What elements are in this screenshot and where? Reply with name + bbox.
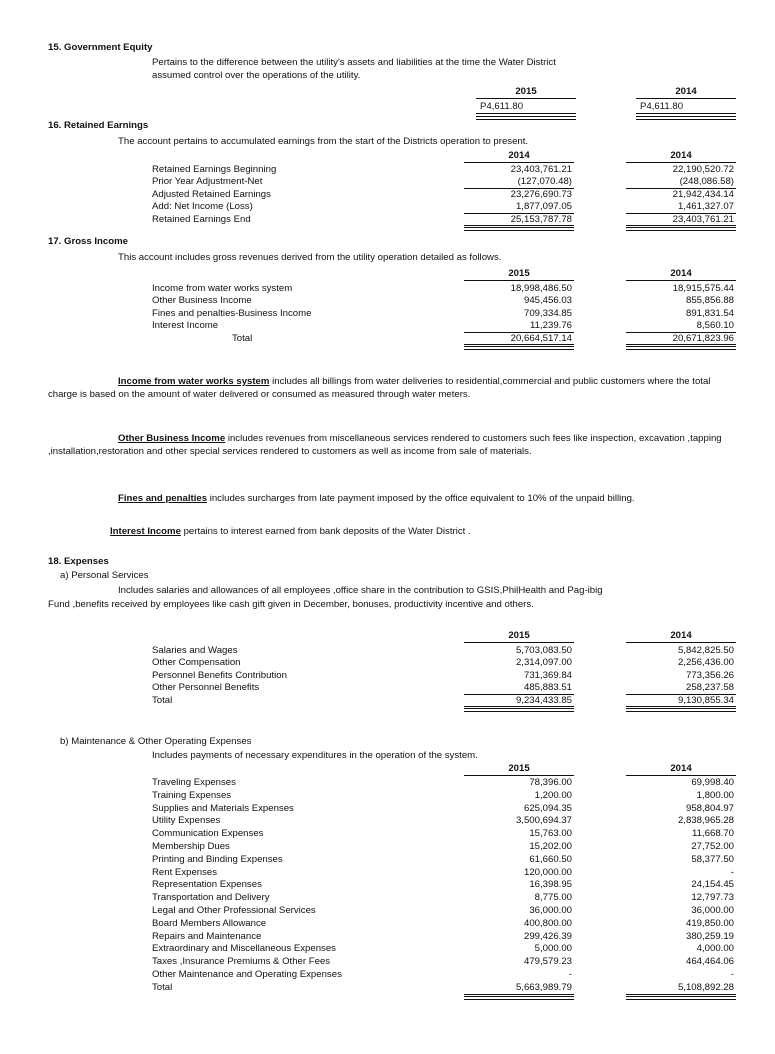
double-rule — [464, 227, 574, 231]
table-row-label: Income from water works system — [152, 283, 293, 294]
table-cell-2015: 18,998,486.50 — [510, 283, 572, 294]
note-fines-title: Fines and penalties — [118, 493, 208, 504]
double-rule — [626, 708, 736, 712]
rule — [476, 113, 576, 114]
mooe-title: b) Maintenance & Other Operating Expenses — [60, 736, 252, 747]
table-cell-2014: 8,560.10 — [696, 320, 734, 332]
table-cell-2014: 27,752.00 — [691, 841, 734, 852]
rule — [464, 642, 574, 643]
table-cell-2015: 945,456.03 — [523, 295, 572, 307]
table-cell-2014: 24,154.45 — [691, 879, 734, 891]
note-other-business — [48, 432, 728, 458]
mooe-line1: Includes payments of necessary expenditures in the operation of the system. — [152, 750, 478, 761]
personal-services-title: a) Personal Services — [60, 570, 149, 581]
note-water-works-title: Income from water works system — [118, 376, 270, 387]
section-16-col1-header: 2014 — [508, 150, 530, 161]
table-cell-2015: 479,579.23 — [523, 956, 572, 968]
section-16-col2-header: 2014 — [670, 150, 692, 161]
table-cell-2015: 11,239.76 — [530, 320, 572, 332]
table-cell-2015: 15,202.00 — [529, 841, 572, 852]
section-18-heading: 18. Expenses — [48, 556, 109, 567]
section-15-value-2014: P4,611.80 — [640, 101, 684, 112]
table-row-label: Retained Earnings Beginning — [152, 164, 277, 175]
section-17-intro: This account includes gross revenues derived from the utility operation detailed as follows. — [118, 252, 502, 263]
section-17-col1-header: 2015 — [508, 268, 530, 279]
table-cell-2014: 773,356.26 — [685, 669, 734, 681]
table-total-2014: 9,130,855.34 — [677, 694, 734, 706]
double-rule — [464, 346, 574, 350]
table-cell-2014: 23,403,761.21 — [672, 213, 734, 225]
table-cell-2014: 258,237.58 — [685, 682, 734, 694]
table-cell-2015: 1,200.00 — [534, 789, 572, 801]
table-cell-2015: 23,276,690.73 — [510, 188, 572, 200]
table-total-2014: 20,671,823.96 — [672, 332, 734, 344]
table-cell-2014: 18,915,575.44 — [672, 283, 734, 294]
rule — [464, 280, 574, 281]
table-row-label: Other Business Income — [152, 295, 252, 307]
table-cell-2014: 5,842,825.50 — [677, 645, 734, 656]
section-15-col1-header: 2015 — [515, 86, 537, 97]
double-rule — [636, 116, 736, 120]
note-other-business-title: Other Business Income — [118, 433, 226, 444]
table-cell-2015: 120,000.00 — [523, 866, 572, 878]
personal-services-col1-header: 2015 — [508, 630, 530, 641]
double-rule — [464, 708, 574, 712]
section-15-heading: 15. Government Equity — [48, 42, 153, 53]
note-water-works-text: includes all billings from water deliveries to residential,commercial and public customers where the total charge is based on the amount of water delivered or consumed as measured through water meters. — [48, 376, 711, 400]
table-row-label: Taxes ,Insurance Premiums & Other Fees — [152, 956, 331, 968]
table-row-label: Representation Expenses — [152, 879, 262, 891]
rule — [626, 162, 736, 163]
table-total-label: Total — [152, 694, 173, 706]
double-rule — [626, 996, 736, 1000]
table-cell-2015: 299,426.39 — [523, 930, 572, 942]
table-row-label: Add: Net Income (Loss) — [152, 201, 253, 213]
table-row-label: Rent Expenses — [152, 866, 218, 878]
section-15-value-2015: P4,611.80 — [480, 101, 524, 112]
table-cell-2015: - — [568, 969, 572, 980]
table-cell-2014: (248,086.58) — [679, 176, 734, 188]
table-row-label: Transportation and Delivery — [152, 892, 270, 904]
table-cell-2015: 61,660.50 — [529, 853, 572, 865]
table-row-label: Board Members Allowance — [152, 917, 267, 929]
table-total-2015: 9,234,433.85 — [515, 694, 572, 706]
rule — [636, 113, 736, 114]
table-cell-2015: 5,703,083.50 — [515, 645, 572, 656]
table-total-2014: 5,108,892.28 — [677, 981, 734, 993]
note-other-business-text: includes revenues from miscellaneous services rendered to customers such fees like inspection, excavation ,tapping ,installation,restoration and other special services rendered to customers as well as income from sale of materials. — [48, 433, 722, 457]
table-cell-2014: 1,800.00 — [696, 789, 734, 801]
rule — [626, 280, 736, 281]
rule — [626, 706, 736, 707]
double-rule — [476, 116, 576, 120]
table-cell-2014: 21,942,434.14 — [672, 188, 734, 200]
table-cell-2015: 36,000.00 — [529, 905, 572, 916]
table-row-label: Retained Earnings End — [152, 213, 251, 225]
table-cell-2014: 2,838,965.28 — [677, 815, 734, 827]
table-cell-2014: 12,797.73 — [691, 892, 734, 904]
table-cell-2015: (127,070.48) — [517, 176, 572, 188]
table-cell-2015: 485,883.51 — [523, 682, 572, 694]
table-cell-2015: 15,763.00 — [529, 828, 572, 840]
table-row-label: Salaries and Wages — [152, 645, 238, 656]
section-15-line1: Pertains to the difference between the utility's assets and liabilities at the time the Water District — [152, 57, 556, 68]
table-total-label: Total — [232, 332, 253, 344]
table-cell-2014: 419,850.00 — [685, 917, 734, 929]
double-rule — [626, 227, 736, 231]
table-cell-2015: 731,369.84 — [523, 669, 572, 681]
personal-services-col2-header: 2014 — [670, 630, 692, 641]
table-cell-2014: 22,190,520.72 — [672, 164, 734, 175]
table-total-2015: 20,664,517.14 — [510, 332, 572, 344]
rule — [626, 344, 736, 345]
table-row-label: Membership Dues — [152, 841, 230, 852]
table-cell-2015: 25,153,787.78 — [510, 213, 572, 225]
personal-services-line2: Fund ,benefits received by employees like cash gift given in December, bonuses, productivity incentive and others. — [48, 599, 534, 610]
rule — [636, 98, 736, 99]
note-interest-title: Interest Income — [110, 526, 181, 537]
rule — [626, 188, 736, 189]
table-row-label: Adjusted Retained Earnings — [152, 188, 271, 200]
table-cell-2014: 4,000.00 — [696, 943, 734, 955]
table-row-label: Repairs and Maintenance — [152, 930, 262, 942]
table-cell-2014: 11,668.70 — [692, 828, 734, 840]
table-row-label: Legal and Other Professional Services — [152, 905, 316, 916]
table-row-label: Supplies and Materials Expenses — [152, 802, 294, 814]
note-fines-text: includes surcharges from late payment imposed by the office equivalent to 10% of the unpaid billing. — [207, 493, 635, 504]
section-16-intro: The account pertains to accumulated earnings from the start of the Districts operation to present. — [118, 136, 529, 147]
table-cell-2015: 2,314,097.00 — [515, 657, 572, 669]
table-total-label: Total — [152, 981, 173, 993]
table-cell-2015: 625,094.35 — [523, 802, 572, 814]
personal-services-line1: Includes salaries and allowances of all employees ,office share in the contribution to GSIS,PhilHealth and Pag-ibig — [118, 585, 603, 596]
section-17-col2-header: 2014 — [670, 268, 692, 279]
rule — [464, 706, 574, 707]
table-cell-2014: 69,998.40 — [691, 777, 734, 788]
rule — [626, 994, 736, 995]
rule — [464, 162, 574, 163]
table-cell-2014: 36,000.00 — [691, 905, 734, 916]
rule — [626, 775, 736, 776]
table-cell-2015: 16,398.95 — [529, 879, 572, 891]
table-cell-2015: 8,775.00 — [534, 892, 572, 904]
table-row-label: Communication Expenses — [152, 828, 264, 840]
rule — [464, 344, 574, 345]
rule — [464, 994, 574, 995]
table-row-label: Extraordinary and Miscellaneous Expenses — [152, 943, 336, 955]
rule — [464, 775, 574, 776]
section-16-heading: 16. Retained Earnings — [48, 120, 149, 131]
note-interest — [48, 525, 728, 538]
table-cell-2014: 958,804.97 — [685, 802, 734, 814]
rule — [626, 642, 736, 643]
table-cell-2014: 464,464.06 — [685, 956, 734, 968]
table-cell-2015: 78,396.00 — [529, 777, 572, 788]
section-15-line2: assumed control over the operations of the utility. — [152, 70, 361, 81]
table-row-label: Fines and penalties-Business Income — [152, 307, 312, 319]
table-cell-2014: - — [730, 866, 734, 878]
mooe-col1-header: 2015 — [508, 763, 530, 774]
table-row-label: Traveling Expenses — [152, 777, 236, 788]
rule — [464, 225, 574, 226]
table-cell-2015: 23,403,761.21 — [510, 164, 572, 175]
table-cell-2014: 891,831.54 — [685, 307, 734, 319]
table-cell-2015: 5,000.00 — [534, 943, 572, 955]
table-cell-2015: 400,800.00 — [523, 917, 572, 929]
double-rule — [464, 996, 574, 1000]
table-cell-2014: 2,256,436.00 — [677, 657, 734, 669]
mooe-col2-header: 2014 — [670, 763, 692, 774]
table-row-label: Other Compensation — [152, 657, 241, 669]
double-rule — [626, 346, 736, 350]
note-water-works — [48, 375, 728, 401]
rule — [464, 188, 574, 189]
table-cell-2015: 1,877,097.05 — [515, 201, 572, 213]
table-row-label: Interest Income — [152, 320, 219, 332]
table-cell-2015: 3,500,694.37 — [515, 815, 572, 827]
section-15-col2-header: 2014 — [675, 86, 697, 97]
rule — [626, 213, 736, 214]
table-row-label: Other Maintenance and Operating Expenses — [152, 969, 342, 980]
table-cell-2015: 709,334.85 — [523, 307, 572, 319]
table-row-label: Printing and Binding Expenses — [152, 853, 283, 865]
table-row-label: Prior Year Adjustment-Net — [152, 176, 263, 188]
rule — [626, 225, 736, 226]
table-total-2015: 5,663,989.79 — [515, 981, 572, 993]
rule — [464, 213, 574, 214]
table-cell-2014: 855,856.88 — [685, 295, 734, 307]
table-row-label: Utility Expenses — [152, 815, 221, 827]
rule — [476, 98, 576, 99]
table-row-label: Other Personnel Benefits — [152, 682, 260, 694]
section-17-heading: 17. Gross Income — [48, 236, 128, 247]
note-fines — [48, 492, 748, 505]
table-cell-2014: 380,259.19 — [685, 930, 734, 942]
table-row-label: Personnel Benefits Contribution — [152, 669, 287, 681]
note-interest-text: pertains to interest earned from bank deposits of the Water District . — [180, 526, 471, 537]
table-cell-2014: 1,461,327.07 — [677, 201, 734, 213]
table-cell-2014: - — [730, 969, 734, 980]
table-cell-2014: 58,377.50 — [691, 853, 734, 865]
table-row-label: Training Expenses — [152, 789, 232, 801]
